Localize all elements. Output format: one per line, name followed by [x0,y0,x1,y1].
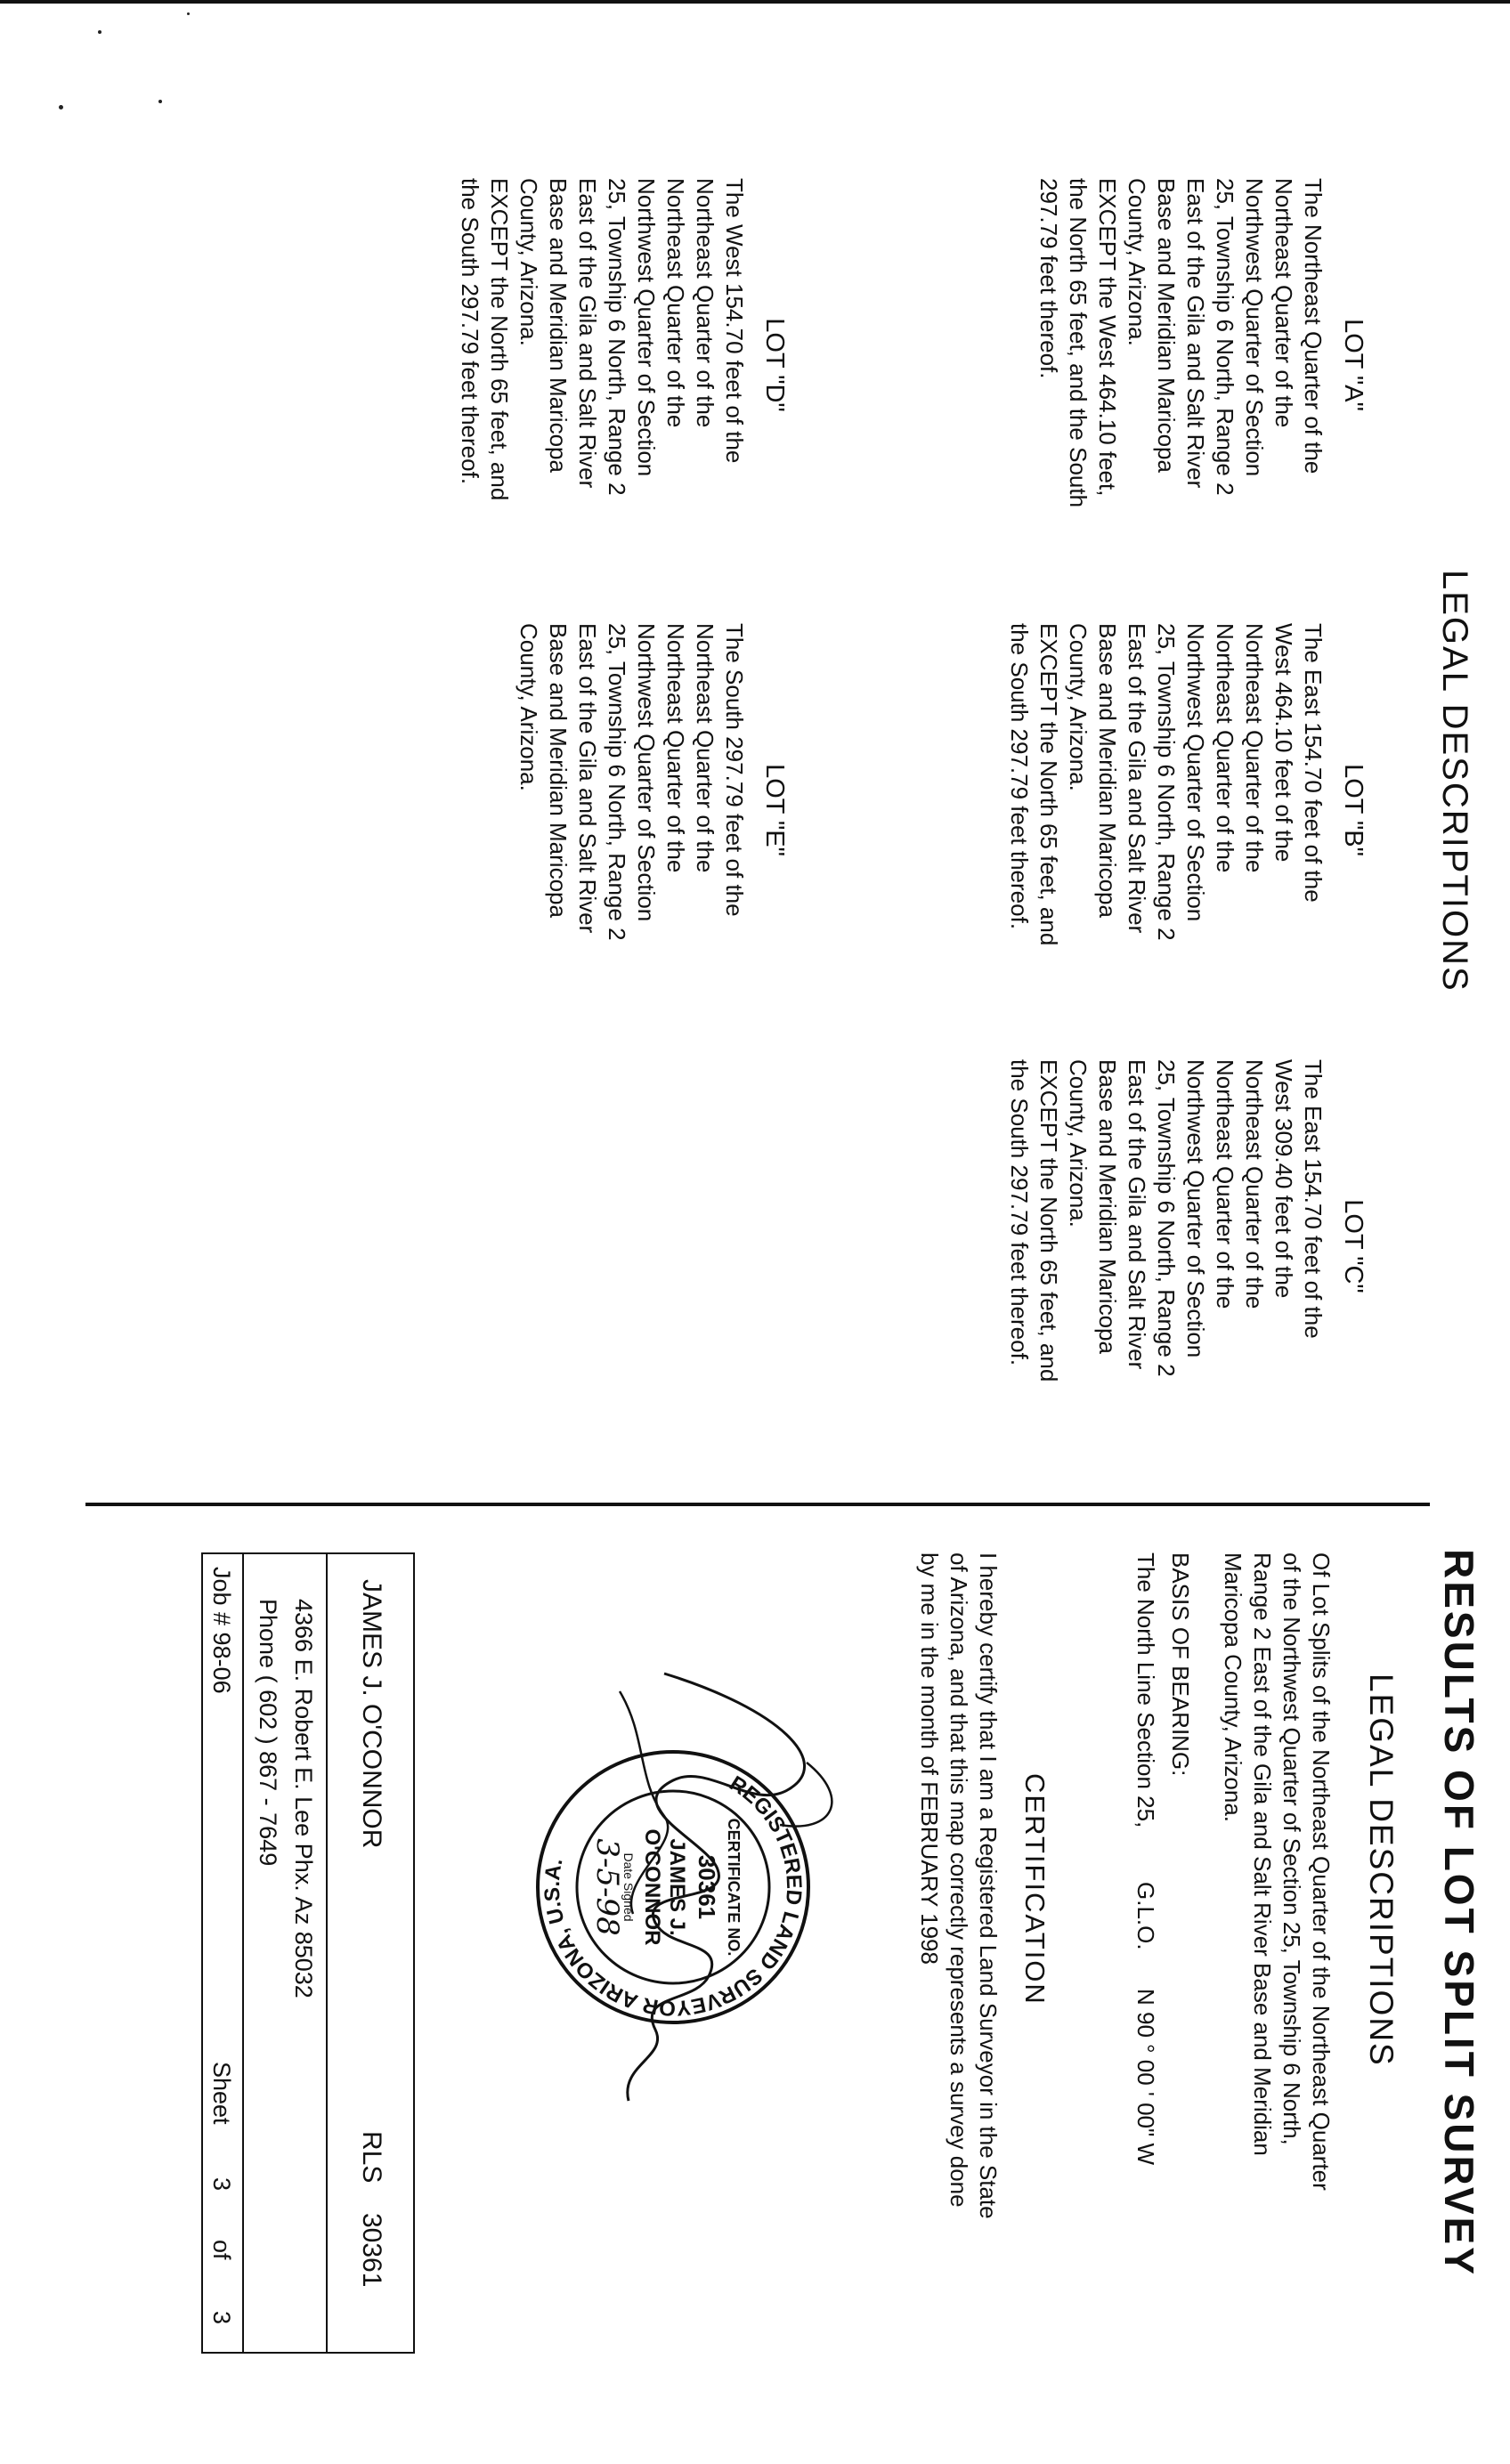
surveyor-phone: Phone ( 602 ) 867 - 7649 [255,1599,281,1867]
lot-line: The South 297.79 feet of the [721,623,748,917]
lot-line: Northeast Quarter of the [662,623,689,873]
seal-ring-text: REGISTERED LAND SURVEYOR ARIZONA, U.S.A. [540,1771,807,2021]
lot-d-text [455,178,749,552]
lot-line: EXCEPT the West 464.10 feet, [1094,178,1121,497]
lot-line: East of the Gila and Salt River [1124,1059,1150,1370]
sheet-label: Sheet [208,2062,235,2125]
lot-line: Base and Meridian Maricopa [1094,1059,1121,1354]
lot-line: Base and Meridian Maricopa [1153,178,1180,473]
surveyor-name-row [326,1552,415,2354]
rls-number: 30361 [357,2213,386,2288]
sheet-of-label: of [208,2240,235,2260]
lot-b-block [1004,623,1368,997]
seal-handwritten-date: 3-5-98 [589,1838,625,1936]
lot-line: The West 154.70 feet of the [721,178,748,464]
lot-line: 25, Township 6 North, Range 2 [1212,178,1238,496]
lot-line: the South 297.79 feet thereof. [1006,1059,1033,1366]
lot-line: Northeast Quarter of the [1212,623,1238,873]
lot-line: The Northeast Quarter of the [1300,178,1327,474]
lot-e-title: LOT "E" [760,764,789,856]
lot-b-title: LOT "B" [1339,764,1368,856]
legal-descriptions-heading: LEGAL DESCRIPTIONS [1435,570,1474,993]
lot-line: EXCEPT the North 65 feet, and [1035,1059,1062,1382]
lot-line: East of the Gila and Salt River [574,623,601,934]
description-line: of the Northwest Quarter of Section 25, Township 6 North, [1279,1552,1305,2145]
basis-glo: G.L.O. [1132,1882,1159,1950]
surveyor-contact-row [242,1552,328,2354]
surveyor-address: 4366 E. Robert E. Lee Phx. Az 85032 [290,1599,317,1998]
lot-line: Northeast Quarter of the [1241,1059,1268,1309]
certification-line: of Arizona, and that this map correctly represents a survey done [946,1552,972,2208]
lot-line: Northwest Quarter of Section [1182,1059,1209,1358]
lot-line: The East 154.70 feet of the [1300,623,1327,903]
lot-line: 297.79 feet thereof. [1035,178,1062,379]
lot-line: the South 297.79 feet thereof. [1006,623,1033,930]
lot-e-text [514,623,749,997]
lot-a-title: LOT "A" [1339,319,1368,411]
lot-line: Northeast Quarter of the [1271,178,1297,428]
lot-c-text [1004,1059,1327,1433]
lot-line: Base and Meridian Maricopa [545,178,572,473]
description-line: Maricopa County, Arizona. [1220,1552,1246,1822]
lot-line: East of the Gila and Salt River [1124,623,1150,934]
lot-a-text [1034,178,1327,552]
description-line: Of Lot Splits of the Northeast Quarter of the Northeast Quarter [1308,1552,1335,2191]
certification-text [914,1552,1003,2318]
surveyor-box [201,1552,415,2354]
lot-line: Northwest Quarter of Section [1241,178,1268,477]
lot-c-block [1004,1059,1368,1433]
lot-line: Northwest Quarter of Section [633,178,660,477]
rls-label: RLS [357,2131,386,2184]
lot-line: East of the Gila and Salt River [574,178,601,489]
lot-line: EXCEPT the North 65 feet, and [486,178,513,501]
lot-line: County, Arizona. [1065,1059,1092,1228]
survey-description [1218,1552,1335,2282]
lot-line: The East 154.70 feet of the [1300,1059,1327,1339]
lot-b-text [1004,623,1327,997]
lot-line: Northeast Quarter of the [1241,623,1268,873]
lot-line: Northeast Quarter of the [1212,1059,1238,1309]
description-line: Range 2 East of the Gila and Salt River Base and Meridian [1249,1552,1276,2156]
lot-line: the South 297.79 feet thereof. [457,178,483,485]
lot-line: Northeast Quarter of the [692,623,718,873]
lot-line: West 309.40 feet of the [1271,1059,1297,1299]
lot-line: the North 65 feet, and the South [1065,178,1092,508]
lot-line: 25, Township 6 North, Range 2 [604,623,630,941]
lot-line: County, Arizona. [516,178,542,346]
seal-date-signed: Date Signed [621,1852,636,1922]
seal-number: 30361 [694,1854,720,1920]
lot-d-block [455,178,789,552]
lot-line: 25, Township 6 North, Range 2 [604,178,630,496]
seal-name-1: JAMES J. [665,1838,689,1936]
section-divider [85,1503,1430,1506]
lot-line: Northwest Quarter of Section [633,623,660,922]
surveyor-name: JAMES J. O'CONNOR [357,1579,386,1849]
sheet-total: 3 [208,2311,235,2325]
certification-line: by me in the month of FEBRUARY 1998 [916,1552,943,1965]
lot-line: Northeast Quarter of the [662,178,689,428]
lot-line: County, Arizona. [1124,178,1150,346]
lot-e-block [514,623,789,997]
lot-line: 25, Township 6 North, Range 2 [1153,623,1180,941]
lot-line: County, Arizona. [516,623,542,791]
survey-subtitle: LEGAL DESCRIPTIONS [1363,1674,1400,2067]
lot-line: Northeast Quarter of the [692,178,718,428]
seal-certificate: CERTIFICATE NO. [725,1818,743,1957]
lot-line: 25, Township 6 North, Range 2 [1153,1059,1180,1377]
lot-line: Base and Meridian Maricopa [1094,623,1121,918]
lot-line: Northwest Quarter of Section [1182,623,1209,922]
lot-line: EXCEPT the North 65 feet, and [1035,623,1062,946]
seal-name-2: O'CONNOR [640,1828,664,1946]
job-sheet-row [201,1552,244,2354]
lot-c-title: LOT "C" [1339,1199,1368,1293]
lot-line: East of the Gila and Salt River [1182,178,1209,489]
basis-row [1130,1552,1160,2282]
basis-label: BASIS OF BEARING: [1167,1552,1194,1777]
lot-line: County, Arizona. [1065,623,1092,791]
basis-of-bearing [1130,1552,1195,2282]
lot-a-block [1034,178,1368,552]
lot-line: Base and Meridian Maricopa [545,623,572,918]
certification-line: I hereby certify that I am a Registered Land Surveyor in the State [975,1552,1002,2219]
lot-line: West 464.10 feet of the [1271,623,1297,863]
basis-bearing: N 90 ° 00 ' 00" W [1132,1989,1159,2166]
survey-title: RESULTS OF LOT SPLIT SURVEY [1436,1549,1482,2277]
lot-d-title: LOT "D" [760,318,789,412]
sheet-number: 3 [208,2177,235,2192]
job-number: Job # 98-06 [208,1567,235,1694]
certification-heading: CERTIFICATION [1019,1773,1051,2006]
seal-center [589,1807,743,1967]
basis-line: The North Line Section 25, [1132,1552,1159,1828]
